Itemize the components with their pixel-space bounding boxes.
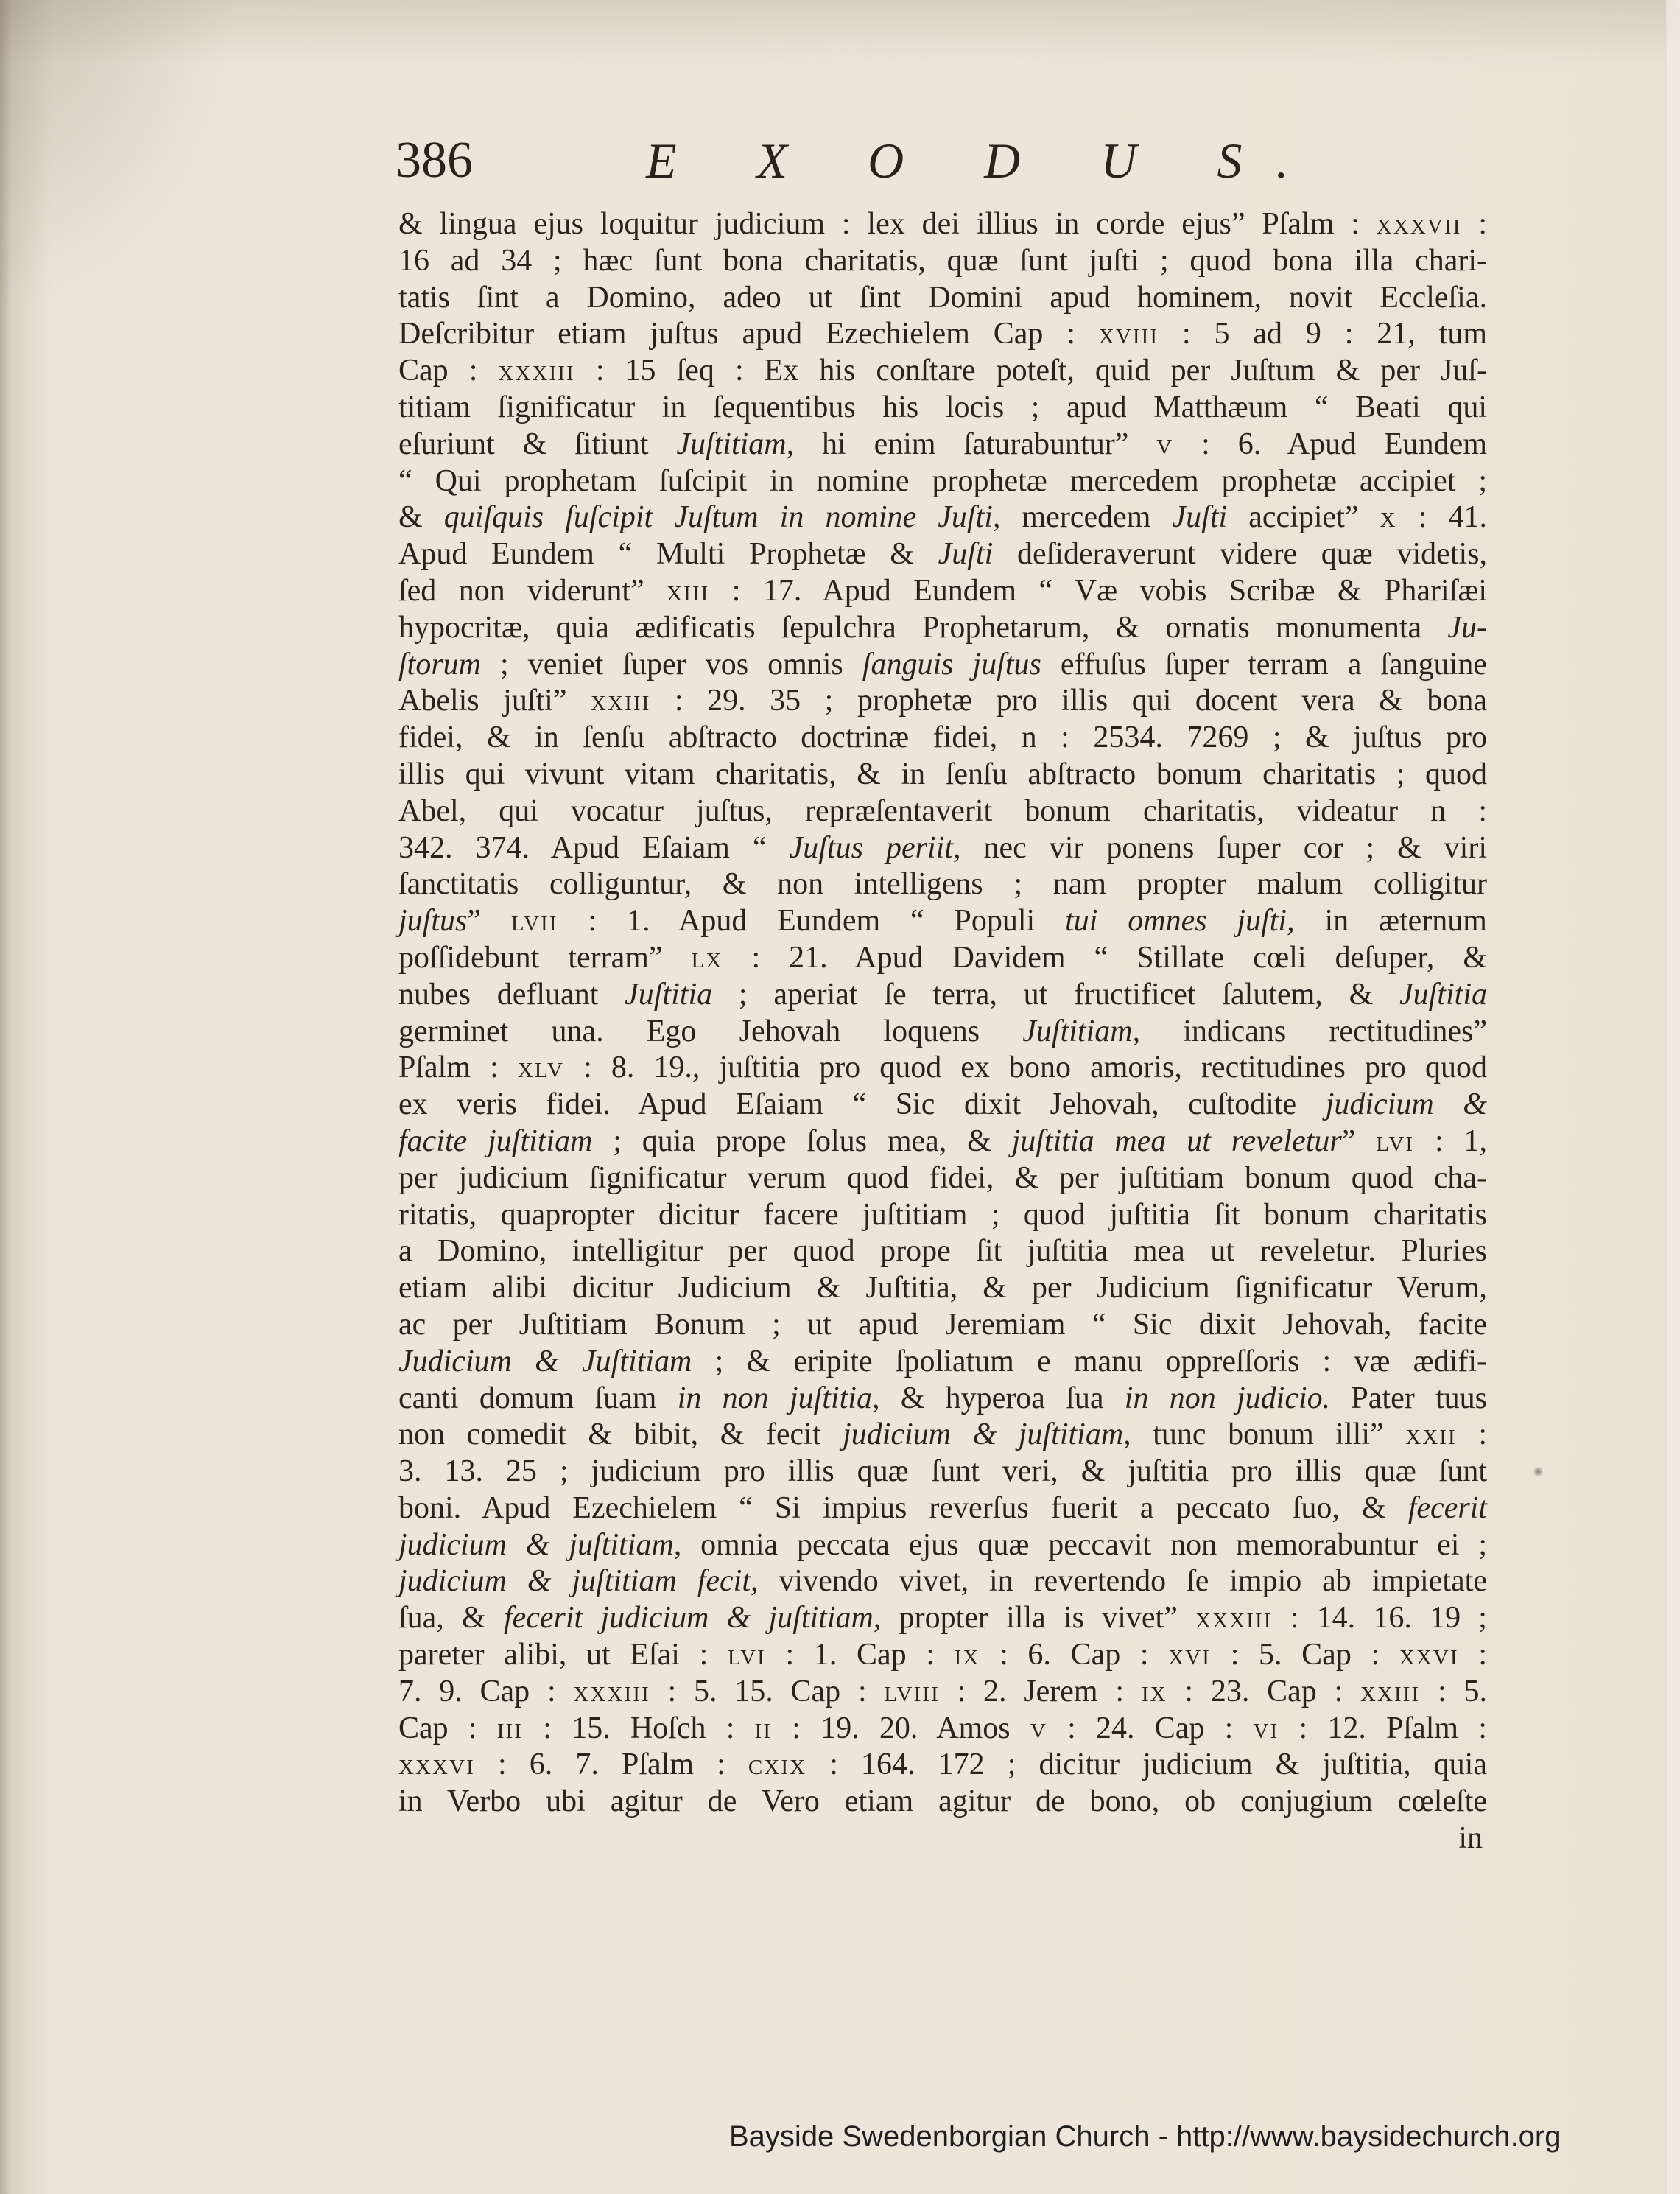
text-run: illis qui vivunt vitam charitatis, & in ſenſu abſtracto bonum charitatis ; quod bbox=[398, 757, 1487, 791]
small-caps-numeral: cxix bbox=[748, 1748, 807, 1782]
text-run: pareter alibi, ut Eſai : bbox=[398, 1638, 728, 1672]
small-caps-numeral: lvii bbox=[510, 904, 558, 939]
italic-text: in non juſtitia, bbox=[677, 1381, 880, 1415]
text-run: per judicium ſignificatur verum quod fidei, & per juſtitiam bonum quod cha- bbox=[398, 1160, 1487, 1195]
text-line-8 bbox=[398, 463, 1487, 500]
small-caps-numeral: v bbox=[1030, 1711, 1047, 1745]
text-line-34 bbox=[398, 1417, 1487, 1454]
italic-text: ſtorum bbox=[398, 647, 482, 681]
text-line-10 bbox=[398, 536, 1487, 573]
text-run: : 1. Cap : bbox=[765, 1638, 955, 1672]
text-run: : bbox=[1458, 1638, 1488, 1672]
small-caps-numeral: lx bbox=[691, 940, 723, 975]
italic-text: Juſti bbox=[938, 537, 994, 572]
text-run: “ Qui prophetam ſuſcipit in nomine prophetæ mercedem prophetæ accipiet ; bbox=[398, 463, 1487, 498]
small-caps-numeral: xxiii bbox=[1360, 1674, 1421, 1708]
text-line-31 bbox=[398, 1307, 1487, 1344]
small-caps-numeral: x bbox=[1380, 500, 1397, 535]
text-run: Abelis juſti” bbox=[398, 684, 591, 718]
text-line-11 bbox=[398, 573, 1487, 610]
italic-text: juſtitia mea ut reveletur bbox=[1011, 1124, 1342, 1158]
small-caps-numeral: iii bbox=[496, 1711, 524, 1745]
text-run: 3. 13. 25 ; judicium pro illis quæ ſunt veri, & juſtitia pro illis quæ ſunt bbox=[398, 1454, 1487, 1489]
text-line-29 bbox=[398, 1233, 1487, 1270]
text-line-39 bbox=[398, 1600, 1487, 1637]
text-line-42 bbox=[398, 1711, 1487, 1748]
text-run: : 24. Cap : bbox=[1047, 1711, 1254, 1745]
small-caps-numeral: xviii bbox=[1098, 317, 1159, 351]
small-caps-numeral: xxxvii bbox=[1376, 207, 1462, 241]
small-caps-numeral: ix bbox=[1141, 1674, 1167, 1708]
text-run: boni. Apud Ezechielem “ Si impius reverſus fuerit a peccato ſuo, & bbox=[398, 1490, 1408, 1525]
italic-text: Juſtitiam, bbox=[676, 427, 795, 461]
text-line-36 bbox=[398, 1490, 1487, 1527]
small-caps-numeral: lvi bbox=[727, 1638, 766, 1672]
text-run: nubes defluant bbox=[398, 977, 625, 1012]
text-run: : 1, bbox=[1414, 1124, 1487, 1158]
text-run: : 5. Cap : bbox=[1211, 1638, 1399, 1672]
text-run: ſed non viderunt” bbox=[398, 573, 667, 608]
text-line-21 bbox=[398, 940, 1487, 977]
text-line-17 bbox=[398, 793, 1487, 830]
italic-text: judicium & bbox=[1325, 1087, 1487, 1122]
text-line-44 bbox=[398, 1784, 1487, 1820]
small-caps-numeral: xxxiii bbox=[573, 1674, 650, 1708]
text-run: tatis ſint a Domino, adeo ut ſint Domini apud hominem, novit Eccleſia. bbox=[398, 280, 1487, 315]
text-run: : bbox=[1456, 1417, 1488, 1452]
text-line-22 bbox=[398, 977, 1487, 1014]
italic-text: juſtus bbox=[398, 904, 468, 939]
catchword: in bbox=[1458, 1821, 1483, 1855]
text-run: Cap : bbox=[398, 354, 499, 388]
italic-text: quiſquis ſuſcipit Juſtum in nomine Juſti, bbox=[443, 500, 1001, 535]
text-run: : 1. Apud Eundem “ Populi bbox=[558, 904, 1066, 939]
page-number: 386 bbox=[396, 132, 473, 189]
text-run: hi enim ſaturabuntur” bbox=[794, 427, 1157, 461]
text-line-9 bbox=[398, 500, 1487, 536]
text-run: : 5. 15. Cap : bbox=[650, 1674, 885, 1708]
text-run: ” bbox=[1341, 1124, 1377, 1158]
text-run: & bbox=[398, 500, 444, 535]
text-run: : 5. bbox=[1420, 1674, 1488, 1708]
ink-spot bbox=[1533, 1467, 1543, 1476]
text-run: fidei, & in ſenſu abſtracto doctrinæ fidei, n : 2534. 7269 ; & juſtus pro bbox=[398, 721, 1487, 755]
small-caps-numeral: v bbox=[1156, 427, 1174, 461]
italic-text: Juſtus periit, bbox=[789, 830, 961, 865]
text-line-24 bbox=[398, 1050, 1487, 1087]
text-line-30 bbox=[398, 1270, 1487, 1307]
small-caps-numeral: xxii bbox=[1405, 1417, 1457, 1452]
italic-text: Ju- bbox=[1447, 610, 1487, 645]
text-run: : 29. 35 ; prophetæ pro illis qui docent vera & bona bbox=[650, 684, 1487, 718]
text-run: Deſcribitur etiam juſtus apud Ezechielem Cap : bbox=[398, 317, 1099, 351]
text-line-25 bbox=[398, 1087, 1487, 1124]
text-run: : 14. 16. 19 ; bbox=[1272, 1601, 1487, 1636]
text-line-26 bbox=[398, 1124, 1487, 1160]
text-run: effuſus ſuper terram a ſanguine bbox=[1041, 647, 1487, 681]
text-run: & lingua ejus loquitur judicium : lex dei illius in corde ejus” Pſalm : bbox=[398, 207, 1377, 241]
text-run: : 6. Cap : bbox=[980, 1638, 1169, 1672]
text-line-35 bbox=[398, 1454, 1487, 1490]
text-line-20 bbox=[398, 903, 1487, 940]
text-run: a Domino, intelligitur per quod prope ſit juſtitia mea ut reveletur. Pluries bbox=[398, 1234, 1487, 1269]
text-line-43 bbox=[398, 1747, 1487, 1784]
text-line-7 bbox=[398, 427, 1487, 463]
text-run: ; & eripite ſpoliatum e manu oppreſſoris : væ ædifi- bbox=[692, 1344, 1487, 1378]
text-run: Abel, qui vocatur juſtus, repræſentaverit bonum charitatis, videatur n : bbox=[398, 793, 1487, 828]
text-run: : 6. 7. Pſalm : bbox=[474, 1748, 748, 1782]
text-run: tunc bonum illi” bbox=[1131, 1417, 1406, 1452]
scan-credit-watermark: Bayside Swedenborgian Church - http://www.baysidechurch.org bbox=[729, 2120, 1561, 2153]
small-caps-numeral: xvi bbox=[1168, 1638, 1212, 1672]
text-line-1 bbox=[398, 206, 1487, 243]
text-run: Apud Eundem “ Multi Prophetæ & bbox=[398, 537, 938, 572]
text-line-2 bbox=[398, 243, 1487, 280]
text-run: germinet una. Ego Jehovah loquens bbox=[398, 1014, 1023, 1048]
text-line-40 bbox=[398, 1637, 1487, 1674]
small-caps-numeral: xxxiii bbox=[498, 354, 575, 388]
text-run: etiam alibi dicitur Judicium & Juſtitia, & per Judicium ſignificatur Verum, bbox=[398, 1271, 1487, 1305]
small-caps-numeral: xiii bbox=[667, 573, 710, 608]
running-title: E X O D U S. bbox=[646, 133, 1323, 189]
text-line-18 bbox=[398, 830, 1487, 867]
text-run: : 164. 172 ; dicitur judicium & juſtitia, quia bbox=[806, 1748, 1487, 1782]
italic-text: Judicium & Juſtitiam bbox=[398, 1344, 692, 1378]
small-caps-numeral: xxvi bbox=[1399, 1638, 1459, 1672]
text-line-14 bbox=[398, 683, 1487, 720]
italic-text: judicium & juſtitiam, bbox=[398, 1527, 682, 1562]
text-run: : 5 ad 9 : 21, tum bbox=[1159, 317, 1487, 351]
text-run: : 15. Hoſch : bbox=[523, 1711, 755, 1745]
text-run: in æternum bbox=[1294, 904, 1487, 939]
italic-text: Juſtitia bbox=[625, 977, 713, 1012]
text-run: : 23. Cap : bbox=[1167, 1674, 1360, 1708]
text-run: ritatis, quapropter dicitur facere juſtitiam ; quod juſtitia ſit bonum charitatis bbox=[398, 1197, 1487, 1232]
paper-edge bbox=[1665, 0, 1680, 2194]
text-run: nec vir ponens ſuper cor ; & viri bbox=[960, 830, 1487, 865]
small-caps-numeral: xxiii bbox=[591, 684, 651, 718]
small-caps-numeral: ix bbox=[954, 1638, 980, 1672]
text-line-27 bbox=[398, 1160, 1487, 1197]
italic-text: Juſtitia bbox=[1399, 977, 1487, 1012]
text-run: : bbox=[1461, 207, 1487, 241]
text-run: non comedit & bibit, & fecit bbox=[398, 1417, 843, 1452]
text-run: titiam ſignificatur in ſequentibus his locis ; apud Matthæum “ Beati qui bbox=[398, 390, 1487, 424]
text-run: hypocritæ, quia ædificatis ſepulchra Prophetarum, & ornatis monumenta bbox=[398, 610, 1448, 645]
text-run: : 41. bbox=[1396, 500, 1488, 535]
text-run: 342. 374. Apud Eſaiam “ bbox=[398, 830, 790, 865]
italic-text: in non judicio. bbox=[1124, 1381, 1331, 1415]
text-line-16 bbox=[398, 757, 1487, 793]
text-run: : 12. Pſalm : bbox=[1279, 1711, 1487, 1745]
text-run: canti domum ſuam bbox=[398, 1381, 678, 1415]
text-run: in Verbo ubi agitur de Vero etiam agitur de bono, ob conjugium cœleſte bbox=[398, 1784, 1487, 1819]
italic-text: facite juſtitiam bbox=[398, 1124, 593, 1158]
text-line-33 bbox=[398, 1381, 1487, 1417]
small-caps-numeral: ii bbox=[754, 1711, 773, 1745]
italic-text: fecerit bbox=[1407, 1490, 1487, 1525]
italic-text: ſanguis juſtus bbox=[862, 647, 1041, 681]
text-line-3 bbox=[398, 280, 1487, 317]
text-run: indicans rectitudines” bbox=[1140, 1014, 1487, 1048]
small-caps-numeral: lviii bbox=[884, 1674, 940, 1708]
italic-text: Juſtitiam, bbox=[1022, 1014, 1141, 1048]
small-caps-numeral: xlv bbox=[517, 1051, 565, 1085]
text-run: ac per Juſtitiam Bonum ; ut apud Jeremiam “ Sic dixit Jehovah, facite bbox=[398, 1307, 1487, 1342]
text-line-32 bbox=[398, 1344, 1487, 1381]
italic-text: Juſti bbox=[1172, 500, 1228, 535]
text-line-4 bbox=[398, 316, 1487, 353]
text-run: eſuriunt & ſitiunt bbox=[398, 427, 677, 461]
text-line-38 bbox=[398, 1563, 1487, 1600]
small-caps-numeral: lvi bbox=[1376, 1124, 1415, 1158]
text-line-13 bbox=[398, 647, 1487, 684]
text-run: ſua, & bbox=[398, 1601, 504, 1636]
text-run: ſanctitatis colliguntur, & non intelligens ; nam propter malum colligitur bbox=[398, 867, 1487, 902]
small-caps-numeral: xxxiii bbox=[1195, 1601, 1273, 1636]
text-line-5 bbox=[398, 353, 1487, 390]
text-run: Cap : bbox=[398, 1711, 497, 1745]
text-run: ; veniet ſuper vos omnis bbox=[481, 647, 862, 681]
italic-text: fecerit judicium & juſtitiam, bbox=[503, 1601, 882, 1636]
italic-text: tui omnes juſti, bbox=[1065, 904, 1295, 939]
text-run: : 19. 20. Amos bbox=[772, 1711, 1030, 1745]
text-line-41 bbox=[398, 1674, 1487, 1711]
text-line-28 bbox=[398, 1197, 1487, 1234]
text-run: omnia peccata ejus quæ peccavit non memorabuntur ei ; bbox=[681, 1527, 1487, 1562]
text-run: mercedem bbox=[1000, 500, 1173, 535]
small-caps-numeral: vi bbox=[1253, 1711, 1279, 1745]
text-run: & hyperoa ſua bbox=[879, 1381, 1125, 1415]
text-body bbox=[398, 206, 1487, 1820]
text-run: poſſidebunt terram” bbox=[398, 940, 692, 975]
text-line-19 bbox=[398, 866, 1487, 903]
text-run: Pater tuus bbox=[1330, 1381, 1488, 1415]
text-run: : 17. Apud Eundem “ Væ vobis Scribæ & Phariſæi bbox=[709, 573, 1487, 608]
text-run: propter illa is vivet” bbox=[881, 1601, 1196, 1636]
text-run: : 21. Apud Davidem “ Stillate cœli deſuper, & bbox=[723, 940, 1488, 975]
text-run: : 15 ſeq : Ex his conſtare poteſt, quid per Juſtum & per Juſ- bbox=[574, 354, 1487, 388]
italic-text: judicium & juſtitiam fecit, bbox=[398, 1564, 759, 1599]
small-caps-numeral: xxxvi bbox=[398, 1748, 475, 1782]
text-run: deſideraverunt videre quæ videtis, bbox=[993, 537, 1487, 572]
text-run: 16 ad 34 ; hæc ſunt bona charitatis, quæ ſunt juſti ; quod bona illa chari- bbox=[398, 243, 1487, 278]
text-run: accipiet” bbox=[1227, 500, 1380, 535]
text-line-15 bbox=[398, 720, 1487, 757]
italic-text: judicium & juſtitiam, bbox=[843, 1417, 1131, 1452]
text-run: ” bbox=[467, 904, 511, 939]
text-run: ex veris fidei. Apud Eſaiam “ Sic dixit Jehovah, cuſtodite bbox=[398, 1087, 1326, 1122]
text-run: Pſalm : bbox=[398, 1051, 518, 1085]
text-run: ; aperiat ſe terra, ut fructificet ſalutem, & bbox=[712, 977, 1399, 1012]
text-line-37 bbox=[398, 1527, 1487, 1564]
text-run: : 8. 19., juſtitia pro quod ex bono amoris, rectitudines pro quod bbox=[564, 1051, 1487, 1085]
text-line-12 bbox=[398, 610, 1487, 647]
text-line-23 bbox=[398, 1014, 1487, 1051]
text-run: 7. 9. Cap : bbox=[398, 1674, 574, 1708]
text-run: : 6. Apud Eundem bbox=[1173, 427, 1487, 461]
text-run: vivendo vivet, in revertendo ſe impio ab impietate bbox=[758, 1564, 1487, 1599]
text-run: : 2. Jerem : bbox=[939, 1674, 1142, 1708]
text-line-6 bbox=[398, 390, 1487, 427]
text-run: ; quia prope ſolus mea, & bbox=[592, 1124, 1012, 1158]
